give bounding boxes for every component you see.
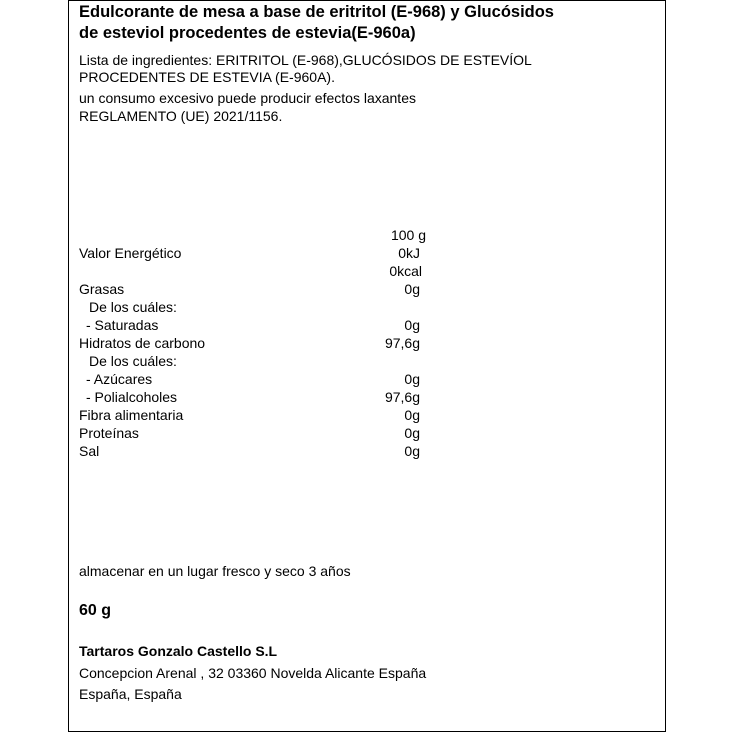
energy-kcal-value: 0kcal	[389, 263, 422, 279]
nutrition-header: 100 g	[390, 227, 426, 243]
carbs-value: 97,6g	[384, 335, 420, 351]
energy-label: Valor Energético	[79, 245, 182, 261]
product-title-line-2: de esteviol procedentes de estevia(E-960a)	[79, 24, 416, 42]
energy-kj-value: 0kJ	[398, 245, 420, 261]
protein-label: Proteínas	[79, 425, 139, 441]
sugars-label: - Azúcares	[86, 371, 153, 387]
saturated-value: 0g	[404, 317, 420, 333]
polyols-label: - Polialcoholes	[86, 389, 178, 405]
of-which-fat: De los cuáles:	[89, 299, 177, 315]
salt-label: Sal	[79, 443, 100, 459]
fat-label: Grasas	[79, 281, 125, 297]
saturated-label: - Saturadas	[86, 317, 159, 333]
protein-value: 0g	[404, 425, 420, 441]
salt-value: 0g	[404, 443, 420, 459]
fibre-value: 0g	[404, 407, 420, 423]
of-which-carbs: De los cuáles:	[89, 353, 177, 369]
regulation-text: REGLAMENTO (UE) 2021/1156.	[79, 108, 283, 124]
company-country: España, España	[79, 686, 182, 702]
carbs-label: Hidratos de carbono	[79, 335, 206, 351]
storage-text: almacenar en un lugar fresco y seco 3 años	[79, 563, 351, 579]
company-address: Concepcion Arenal , 32 03360 Novelda Alicante España	[79, 665, 427, 681]
fat-value: 0g	[404, 281, 420, 297]
net-weight: 60 g	[79, 602, 112, 619]
ingredients-line-2: PROCEDENTES DE ESTEVIA (E-960A).	[79, 69, 335, 85]
company-name: Tartaros Gonzalo Castello S.L	[79, 643, 278, 659]
ingredients-line-1: Lista de ingredientes: ERITRITOL (E-968),GLUCÓSIDOS DE ESTEVÍOL	[79, 52, 532, 68]
warning-text: un consumo excesivo puede producir efectos laxantes	[79, 90, 416, 106]
product-title-line-1: Edulcorante de mesa a base de eritritol (E-968) y Glucósidos	[79, 3, 554, 21]
fibre-label: Fibra alimentaria	[79, 407, 184, 423]
polyols-value: 97,6g	[384, 389, 420, 405]
sugars-value: 0g	[404, 371, 420, 387]
